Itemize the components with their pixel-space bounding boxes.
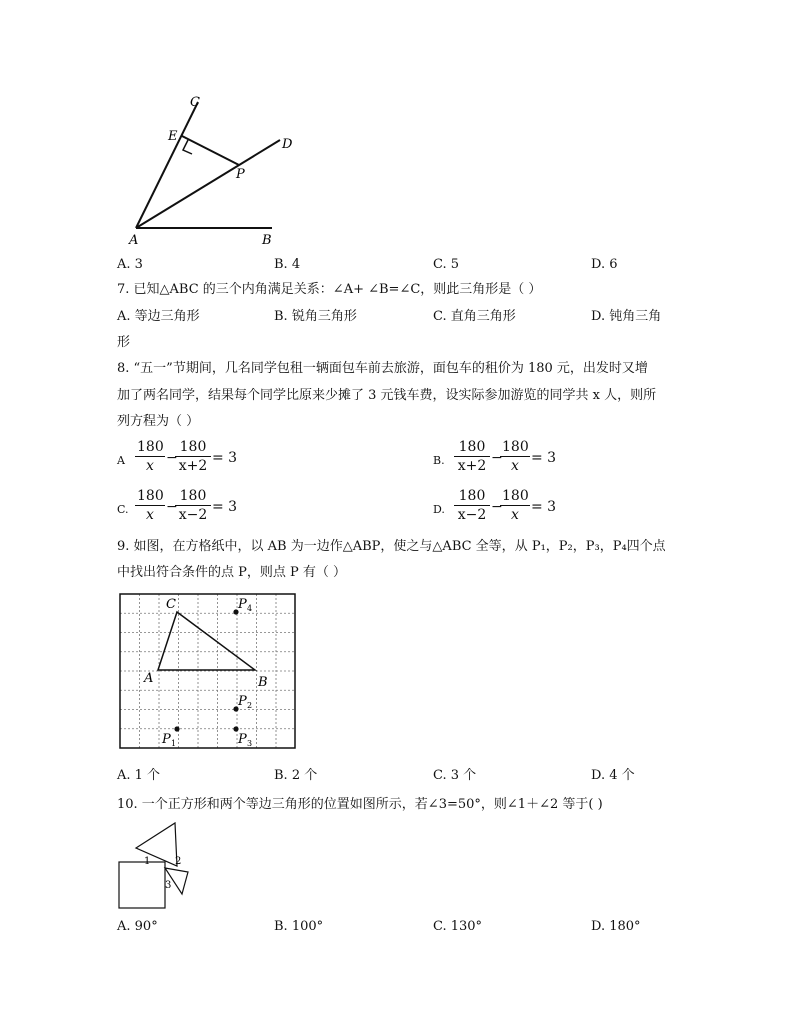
q8-stem-line2: 加了两名同学，结果每个同学比原来少摊了 3 元钱车费，设实际参加游览的同学共 x 人，则所: [117, 388, 657, 403]
q6-option-d[interactable]: D. 6: [591, 257, 618, 272]
q10-option-a[interactable]: A. 90°: [117, 919, 158, 934]
label-p: P: [236, 167, 245, 182]
q8-stem-line1: 8. “五一”节期间，几名同学包租一辆面包车前去旅游，面包车的租价为 180 元，出发时又增: [117, 361, 648, 376]
q9-option-d[interactable]: D. 4 个: [591, 768, 635, 783]
denominator: x+2: [457, 458, 487, 474]
minus-sign: −: [491, 450, 503, 466]
label-p4-sub: 4: [247, 604, 253, 613]
q10-option-b[interactable]: B. 100°: [274, 919, 324, 934]
label-a: A: [129, 233, 139, 248]
q9-stem-line1: 9. 如图，在方格纸中，以 AB 为一边作△ABP，使之与△ABC 全等，从 P₁，P₂，P₃，P₄四个点: [117, 539, 666, 554]
point-p3: [233, 726, 238, 731]
denominator: x: [511, 458, 519, 474]
square: [119, 862, 165, 908]
label-p1-sub: 1: [171, 739, 177, 748]
q8-c-fraction-2: [175, 488, 211, 523]
q10-option-c[interactable]: C. 130°: [433, 919, 483, 934]
q10-stem: 10. 一个正方形和两个等边三角形的位置如图所示，若∠3=50°，则∠1＋∠2 等于( ): [117, 797, 603, 812]
denominator: x: [146, 507, 154, 523]
q9-option-b[interactable]: B. 2 个: [274, 768, 318, 783]
label-p1: P: [162, 732, 171, 747]
label-a: A: [144, 671, 154, 686]
q6-figure: [110, 90, 310, 250]
q8-b-fraction-2: [500, 439, 530, 474]
label-p3: P: [238, 732, 247, 747]
minus-sign: −: [166, 499, 178, 515]
denominator: x−2: [178, 507, 208, 523]
triangle-top: [136, 823, 177, 866]
equals-three: = 3: [531, 450, 557, 466]
equals-three: = 3: [212, 499, 238, 515]
q8-d-fraction-1: [454, 488, 490, 523]
minus-sign: −: [166, 450, 178, 466]
denominator: x+2: [178, 458, 208, 474]
q8-a-fraction-2: [175, 439, 211, 474]
q8-a-fraction-1: [135, 439, 165, 474]
q6-option-a[interactable]: A. 3: [117, 257, 143, 272]
q8-b-fraction-1: [454, 439, 490, 474]
q8-option-c-letter[interactable]: C.: [117, 503, 129, 516]
numerator: 180: [175, 488, 211, 506]
q9-stem-line2: 中找出符合条件的点 P，则点 P 有（ ）: [117, 565, 347, 580]
label-p4: P: [238, 597, 247, 612]
label-d: D: [282, 137, 293, 152]
q9-option-a[interactable]: A. 1 个: [117, 768, 161, 783]
numerator: 180: [137, 488, 164, 504]
q10-figure: [112, 818, 202, 913]
label-p2: P: [238, 694, 247, 709]
numerator: 180: [137, 439, 164, 455]
q8-d-fraction-2: [500, 488, 530, 523]
q8-option-b-letter[interactable]: B.: [433, 454, 445, 467]
label-c: C: [166, 597, 176, 612]
label-b: B: [262, 233, 272, 248]
denominator: x−2: [457, 507, 487, 523]
q8-c-fraction-1: [135, 488, 165, 523]
q7-option-b[interactable]: B. 锐角三角形: [274, 309, 357, 324]
q8-option-a-letter[interactable]: A: [117, 454, 125, 467]
q6-option-b[interactable]: B. 4: [274, 257, 301, 272]
label-p2-sub: 2: [247, 701, 253, 710]
triangle-abc: [158, 612, 255, 670]
q7-stem: 7. 已知△ABC 的三个内角满足关系：∠A+ ∠B=∠C，则此三角形是（ ）: [117, 282, 542, 297]
q9-option-c[interactable]: C. 3 个: [433, 768, 477, 783]
label-e: E: [168, 129, 178, 144]
q8-option-d-letter[interactable]: D.: [433, 503, 445, 516]
equals-three: = 3: [531, 499, 557, 515]
q6-option-c[interactable]: C. 5: [433, 257, 460, 272]
angle-1-label: 1: [144, 856, 151, 867]
q10-option-d[interactable]: D. 180°: [591, 919, 641, 934]
label-c: C: [190, 95, 200, 110]
equals-three: = 3: [212, 450, 238, 466]
numerator: 180: [175, 439, 211, 457]
numerator: 180: [502, 439, 529, 455]
point-p1: [174, 726, 179, 731]
numerator: 180: [454, 439, 490, 457]
numerator: 180: [454, 488, 490, 506]
numerator: 180: [502, 488, 529, 504]
q9-grid-figure: [118, 592, 298, 752]
minus-sign: −: [491, 499, 503, 515]
q8-stem-line3: 列方程为（ ）: [117, 414, 200, 429]
label-p3-sub: 3: [247, 739, 253, 748]
angle-2-label: 2: [175, 856, 182, 867]
q7-option-d[interactable]: D. 钝角三角: [591, 309, 662, 324]
denominator: x: [511, 507, 519, 523]
segment-pe: [182, 136, 239, 165]
denominator: x: [146, 458, 154, 474]
angle-3-label: 3: [165, 880, 172, 891]
right-angle-mark: [183, 140, 192, 154]
q7-option-a[interactable]: A. 等边三角形: [117, 309, 200, 324]
label-b: B: [258, 675, 268, 690]
q7-option-c[interactable]: C. 直角三角形: [433, 309, 516, 324]
q7-option-d-wrap: 形: [117, 335, 131, 350]
